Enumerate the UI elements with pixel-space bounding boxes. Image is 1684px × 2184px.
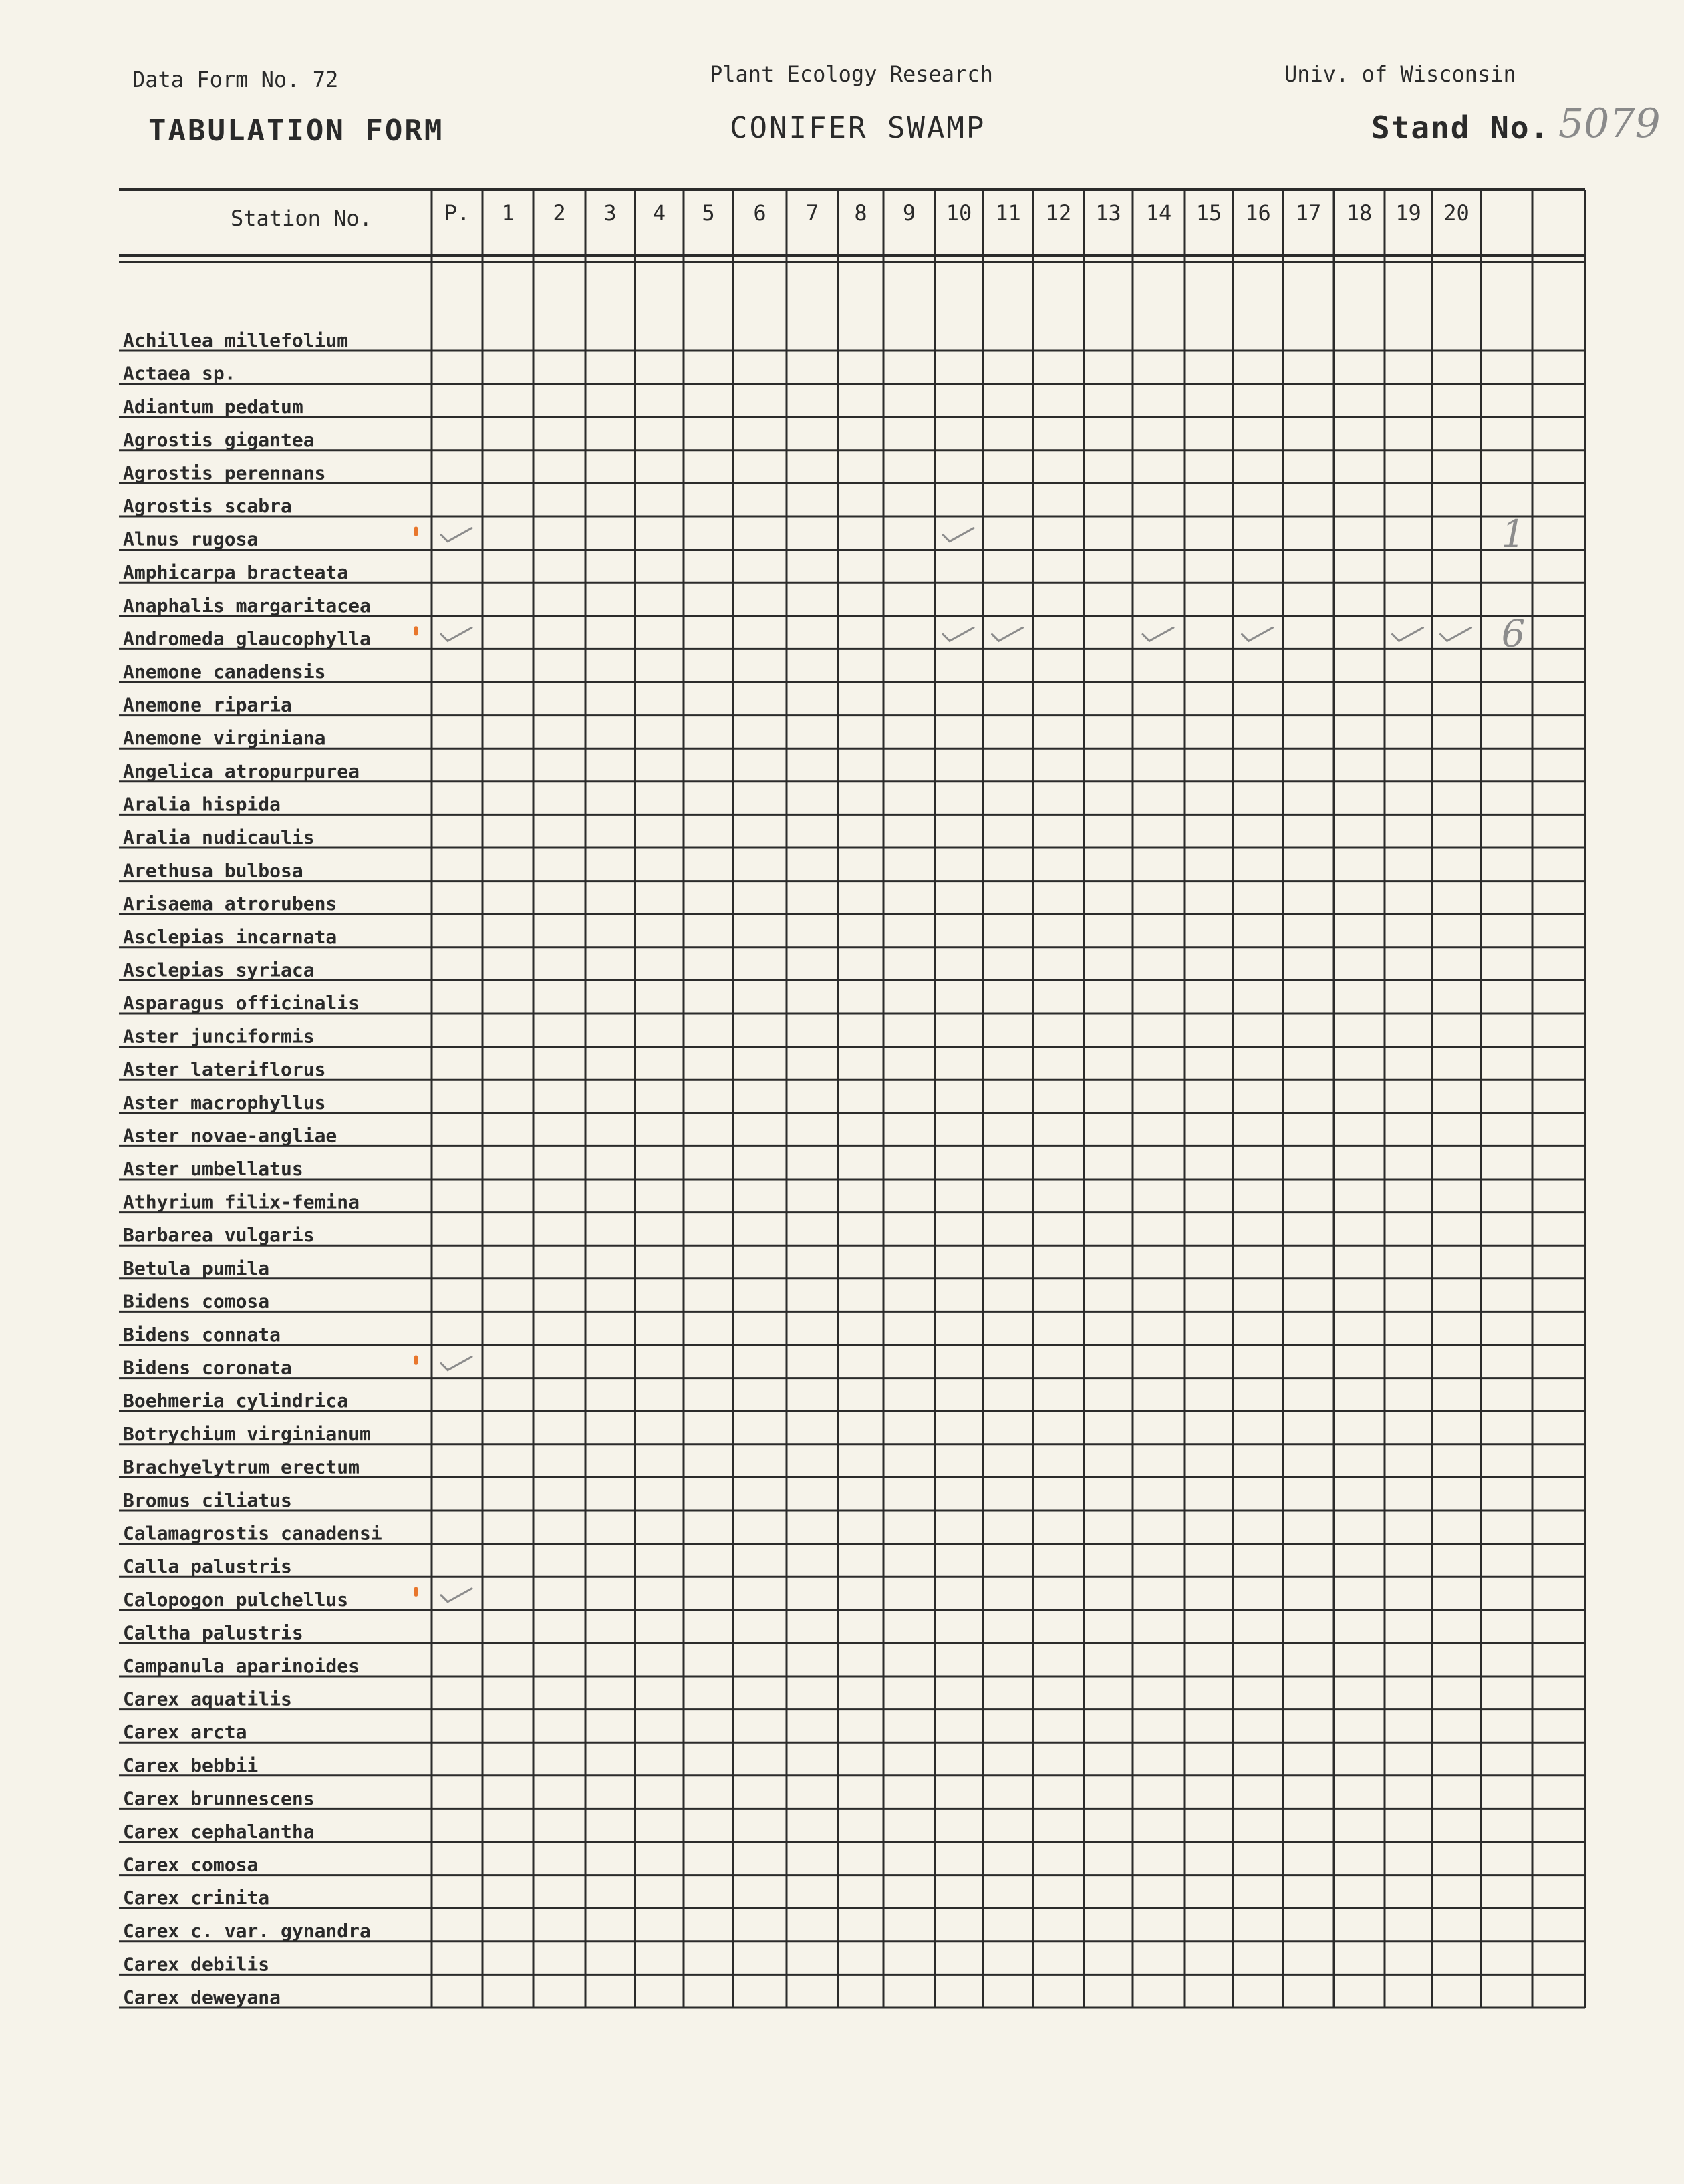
column-header-6: 6 [753,200,766,226]
species-label: Agrostis gigantea [123,428,315,451]
species-label: Arisaema atrorubens [123,893,337,915]
tally-value: 1 [1501,512,1526,557]
species-label: Anemone canadensis [123,661,326,683]
check-mark [1143,627,1173,641]
species-label: Arethusa bulbosa [123,859,303,882]
species-label: Anaphalis margaritacea [123,594,371,617]
column-header-3: 3 [603,200,617,226]
species-label: Asclepias syriaca [123,959,315,981]
species-label: Carex aquatilis [123,1688,292,1710]
species-label: Asclepias incarnata [123,925,337,948]
form-title: TABULATION FORM [148,114,444,148]
species-label: Actaea sp. [123,362,236,385]
species-label: Carex c. var. gynandra [123,1919,371,1942]
column-header-13: 13 [1095,200,1121,226]
species-label: Bidens coronata [123,1356,292,1379]
column-header-7: 7 [805,200,819,226]
species-label: Anemone virginiana [123,727,326,750]
orange-marker [414,626,418,635]
species-label: Asparagus officinalis [123,992,360,1014]
species-label: Brachyelytrum erectum [123,1456,360,1478]
form-number: Data Form No. 72 [132,67,339,92]
check-mark [1393,627,1423,641]
species-label: Boehmeria cylindrica [123,1390,349,1412]
column-header-8: 8 [854,200,867,226]
orange-marker [414,1587,418,1597]
column-header-10: 10 [946,200,972,226]
species-label: Campanula aparinoides [123,1655,360,1677]
tally-value: 6 [1501,612,1526,656]
species-label: Aster umbellatus [123,1158,303,1180]
species-label: Calopogon pulchellus [123,1588,349,1611]
species-label: Adiantum pedatum [123,396,303,418]
university: Univ. of Wisconsin [1284,61,1516,87]
column-header-5: 5 [702,200,715,226]
stand-number: 5079 [1558,100,1661,147]
column-header-14: 14 [1145,200,1172,226]
check-mark [1441,627,1471,641]
column-header-12: 12 [1045,200,1072,226]
species-label: Amphicarpa bracteata [123,561,349,584]
check-mark [441,528,472,542]
orange-marker [414,527,418,536]
check-mark [441,627,472,641]
check-mark [441,1589,472,1602]
column-header-15: 15 [1196,200,1222,226]
species-label: Betula pumila [123,1257,270,1279]
species-label: Carex bebbii [123,1754,259,1776]
species-label: Aralia nudicaulis [123,826,315,848]
species-label: Carex arcta [123,1721,247,1744]
organization: Plant Ecology Research [710,61,993,87]
species-label: Andromeda glaucophylla [123,627,371,650]
column-header-9: 9 [902,200,916,226]
species-label: Anemone riparia [123,693,292,716]
community-type: CONIFER SWAMP [730,111,986,145]
species-label: Bidens comosa [123,1290,270,1313]
species-label: Calla palustris [123,1555,292,1578]
column-header-17: 17 [1295,200,1322,226]
species-label: Aralia hispida [123,793,281,816]
check-mark [1242,627,1273,641]
species-label: Agrostis perennans [123,462,326,484]
species-label: Barbarea vulgaris [123,1224,315,1247]
species-label: Carex debilis [123,1953,270,1976]
orange-marker [414,1356,418,1365]
species-label: Bromus ciliatus [123,1489,292,1511]
species-label: Achillea millefolium [123,329,349,351]
species-label: Aster novae-angliae [123,1124,337,1147]
stand-label: Stand No. [1371,110,1550,146]
check-mark [441,1357,472,1370]
column-header-P.: P. [444,200,470,226]
species-label: Carex deweyana [123,1986,281,2008]
column-header-4: 4 [652,200,666,226]
species-label: Carex cephalantha [123,1821,315,1843]
check-mark [943,528,974,542]
column-header-19: 19 [1395,200,1421,226]
column-header-16: 16 [1245,200,1271,226]
station-label: Station No. [231,206,372,231]
species-label: Bidens connata [123,1323,281,1346]
check-mark [992,627,1023,641]
column-header-1: 1 [501,200,515,226]
species-label: Agrostis scabra [123,495,292,517]
column-header-20: 20 [1443,200,1469,226]
species-label: Aster junciformis [123,1025,315,1048]
species-label: Carex crinita [123,1887,270,1909]
species-label: Carex comosa [123,1853,259,1876]
species-label: Aster lateriflorus [123,1058,326,1081]
column-header-2: 2 [553,200,566,226]
check-mark [943,627,974,641]
species-label: Carex brunnescens [123,1787,315,1810]
column-header-18: 18 [1346,200,1373,226]
column-header-11: 11 [995,200,1021,226]
species-label: Angelica atropurpurea [123,760,360,782]
species-label: Athyrium filix-femina [123,1191,360,1213]
species-label: Botrychium virginianum [123,1422,371,1445]
species-label: Calamagrostis canadensi [123,1522,382,1545]
species-label: Aster macrophyllus [123,1091,326,1114]
species-label: Alnus rugosa [123,528,259,551]
species-label: Caltha palustris [123,1621,303,1644]
